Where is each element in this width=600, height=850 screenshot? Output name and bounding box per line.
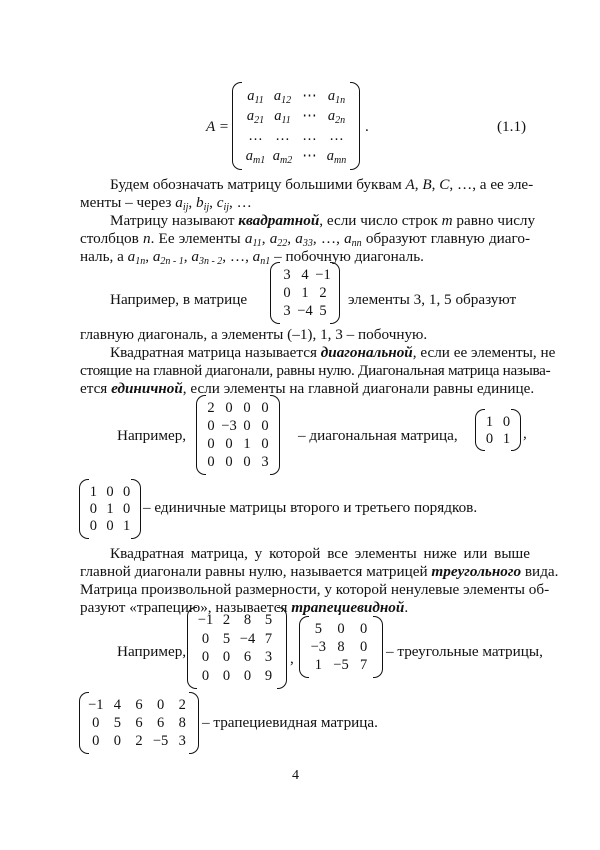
matrix-cell: 2 [319, 285, 327, 301]
matrix-cell: 1 [123, 518, 131, 535]
example-3-text-before: Например, [117, 643, 187, 660]
matrix-cell: −1 [197, 612, 214, 629]
paragraph-2-line-2: столбцов n. Ее элементы $a_{11}$, $a_{22}$, $a_{33}$, …, $a_{nn}$ образуют главную диаго- [80, 230, 531, 249]
matrix-cell: 0 [225, 436, 233, 452]
matrix-cell: 0 [360, 639, 368, 655]
matrix-cell: 5 [319, 303, 327, 319]
matrix-cell: −4 [239, 630, 256, 647]
formula-cell: $a_{11}$ [274, 108, 291, 126]
formula-cell: … [302, 128, 317, 144]
matrix-cell: 1 [106, 501, 114, 517]
matrix-cell: 0 [243, 400, 251, 416]
matrix-cell: −5 [333, 657, 349, 673]
matrix-cell: 0 [360, 621, 368, 637]
matrix-cell: 1 [314, 657, 322, 673]
matrix-cell: 0 [207, 436, 215, 452]
example-3-matrix-c [79, 692, 199, 754]
formula-cell: ⋯ [302, 108, 317, 124]
matrix-cell: 0 [261, 436, 269, 452]
matrix-cell: 0 [123, 483, 131, 500]
matrix-cell: 0 [502, 413, 511, 430]
matrix-cell: 0 [201, 630, 210, 647]
matrix-cell: 3 [283, 303, 291, 319]
page-number: 4 [292, 768, 299, 783]
example-2-text-before: Например, [117, 427, 187, 444]
formula-dot: . [365, 118, 369, 135]
matrix-cell: 0 [243, 454, 251, 470]
matrix-cell: 6 [156, 715, 165, 731]
matrix-cell: 0 [243, 418, 251, 434]
matrix-cell: 0 [201, 667, 210, 684]
matrix-cell: 0 [156, 697, 165, 713]
matrix-cell: 0 [92, 715, 100, 731]
matrix-cell: 0 [106, 518, 114, 535]
matrix-cell: 0 [113, 733, 122, 749]
matrix-cell: 0 [261, 400, 269, 416]
matrix-cell: 5 [222, 630, 231, 647]
paragraph-2-line-3: наль, а $a_{1n}$, $a_{2n - 1}$, $a_{3n - 2}$, …, $a_{n1}$ – побочную диагональ. [80, 248, 424, 267]
paragraph-4-line-1: Квадратная матрица, у которой все элементы ниже или выше [110, 545, 530, 562]
matrix-cell: 0 [222, 649, 231, 666]
matrix-cell: −1 [88, 697, 104, 713]
formula-cell: $a_{1n}$ [327, 88, 346, 106]
matrix-cell: 1 [301, 285, 309, 301]
matrix-cell: 3 [261, 454, 269, 470]
matrix-cell: 4 [113, 697, 122, 713]
formula-cell: $a_{mn}$ [326, 148, 347, 166]
matrix-cell: 3 [283, 267, 291, 283]
matrix-cell: 0 [225, 400, 233, 416]
formula-cell: $a_{m1}$ [245, 148, 266, 166]
matrix-cell: 0 [89, 501, 97, 517]
matrix-cell: 9 [264, 667, 273, 684]
example-2-comma: , [523, 425, 527, 442]
matrix-cell: 0 [92, 733, 100, 749]
example-3-comma: , [290, 650, 294, 667]
matrix-cell: 0 [207, 454, 215, 470]
example-3-matrix-a [187, 607, 287, 689]
matrix-cell: 4 [301, 267, 309, 283]
formula-matrix [232, 82, 360, 170]
matrix-cell: −5 [152, 733, 169, 749]
example-1-text-after: элементы 3, 1, 5 образуют [348, 291, 517, 308]
formula-cell: $a_{m2}$ [272, 148, 293, 166]
example-3-matrix-b [299, 616, 383, 678]
matrix-cell: 1 [485, 413, 494, 430]
matrix-cell: 0 [261, 418, 269, 434]
example-2-matrix-3x3 [79, 479, 141, 539]
matrix-cell: 8 [243, 612, 252, 629]
formula-cell: $a_{21}$ [246, 108, 265, 126]
matrix-cell: 5 [113, 715, 122, 731]
matrix-cell: 0 [201, 649, 210, 666]
formula-cell: … [248, 128, 263, 144]
formula-cell: ⋯ [302, 148, 317, 164]
example-2-text-middle: – диагональная матрица, [298, 427, 458, 444]
matrix-cell: 0 [283, 285, 291, 301]
matrix-cell: 1 [89, 483, 97, 500]
paragraph-1-line-2: менты – через $a_{ij}$, $b_{ij}$, $c_{ij}$, … [80, 194, 252, 213]
matrix-cell: 3 [178, 733, 186, 749]
example-1-matrix [270, 262, 340, 324]
matrix-cell: −4 [297, 303, 313, 319]
matrix-cell: 6 [243, 649, 252, 666]
matrix-cell: 2 [207, 400, 215, 416]
formula-cell: ⋯ [302, 88, 317, 104]
paragraph-3-line-1: Квадратная матрица называется диагональной, если ее элементы, не [110, 344, 556, 361]
paragraph-4-line-3: Матрица произвольной размерности, у которой ненулевые элементы об- [80, 581, 550, 598]
matrix-cell: 0 [243, 667, 252, 684]
paragraph-3-line-2: стоящие на главной диагонали, равны нулю. Диагональная матрица называ- [80, 362, 551, 379]
matrix-cell: 0 [89, 518, 97, 535]
matrix-cell: 5 [314, 621, 322, 637]
formula-cell: $a_{2n}$ [327, 108, 346, 126]
matrix-cell: 6 [135, 715, 143, 731]
formula-cell: $a_{12}$ [273, 88, 292, 106]
matrix-cell: −3 [310, 639, 327, 655]
example-2-matrix-4x4 [196, 395, 280, 475]
matrix-cell: 7 [360, 657, 368, 673]
matrix-cell: 0 [485, 430, 494, 447]
paragraph-1-line-1: Будем обозначать матрицу большими буквам A, B, C, …, а ее эле- [110, 176, 534, 193]
paragraph-4-line-2: главной диагонали равны нулю, называется матрицей треугольного вида. [80, 563, 559, 580]
example-1-text-before: Например, в матрице [110, 291, 248, 308]
matrix-cell: 0 [225, 454, 233, 470]
matrix-cell: 8 [178, 715, 186, 731]
matrix-cell: 5 [264, 612, 273, 629]
matrix-cell: 0 [106, 483, 114, 500]
formula-cell: … [275, 128, 290, 144]
equation-number: (1.1) [497, 118, 527, 135]
matrix-cell: 2 [222, 612, 231, 629]
matrix-cell: 0 [207, 418, 215, 434]
example-2-text-after: – единичные матрицы второго и третьего порядков. [143, 499, 478, 516]
matrix-cell: −1 [315, 267, 331, 283]
matrix-cell: 8 [337, 639, 345, 655]
matrix-cell: 1 [243, 436, 251, 452]
matrix-cell: 6 [135, 697, 143, 713]
example-3-text-after: – треугольные матрицы, [386, 643, 543, 660]
matrix-cell: −3 [221, 418, 237, 434]
matrix-cell: 1 [502, 430, 511, 447]
example-1-line-2: главную диагональ, а элементы (–1), 1, 3 – побочную. [80, 326, 428, 343]
matrix-cell: 0 [222, 667, 231, 684]
matrix-cell: 2 [135, 733, 143, 749]
matrix-cell: 7 [264, 630, 273, 647]
matrix-cell: 2 [178, 697, 186, 713]
paragraph-2-line-1: Матрицу называют квадратной, если число строк m равно числу [110, 212, 536, 229]
paragraph-4-line-4: разуют «трапецию», называется трапециевидной. [80, 599, 409, 616]
formula-cell: … [329, 128, 344, 144]
matrix-cell: 3 [264, 649, 273, 666]
example-3-text-after-2: – трапециевидная матрица. [202, 714, 378, 731]
formula-cell: $a_{11}$ [247, 88, 264, 106]
formula-lhs: A = [206, 118, 230, 135]
matrix-cell: 0 [123, 501, 131, 517]
example-2-matrix-2x2 [475, 409, 521, 451]
matrix-cell: 0 [337, 621, 345, 637]
paragraph-3-line-3: ется единичной, если элементы на главной диагонали равны единице. [80, 380, 535, 397]
